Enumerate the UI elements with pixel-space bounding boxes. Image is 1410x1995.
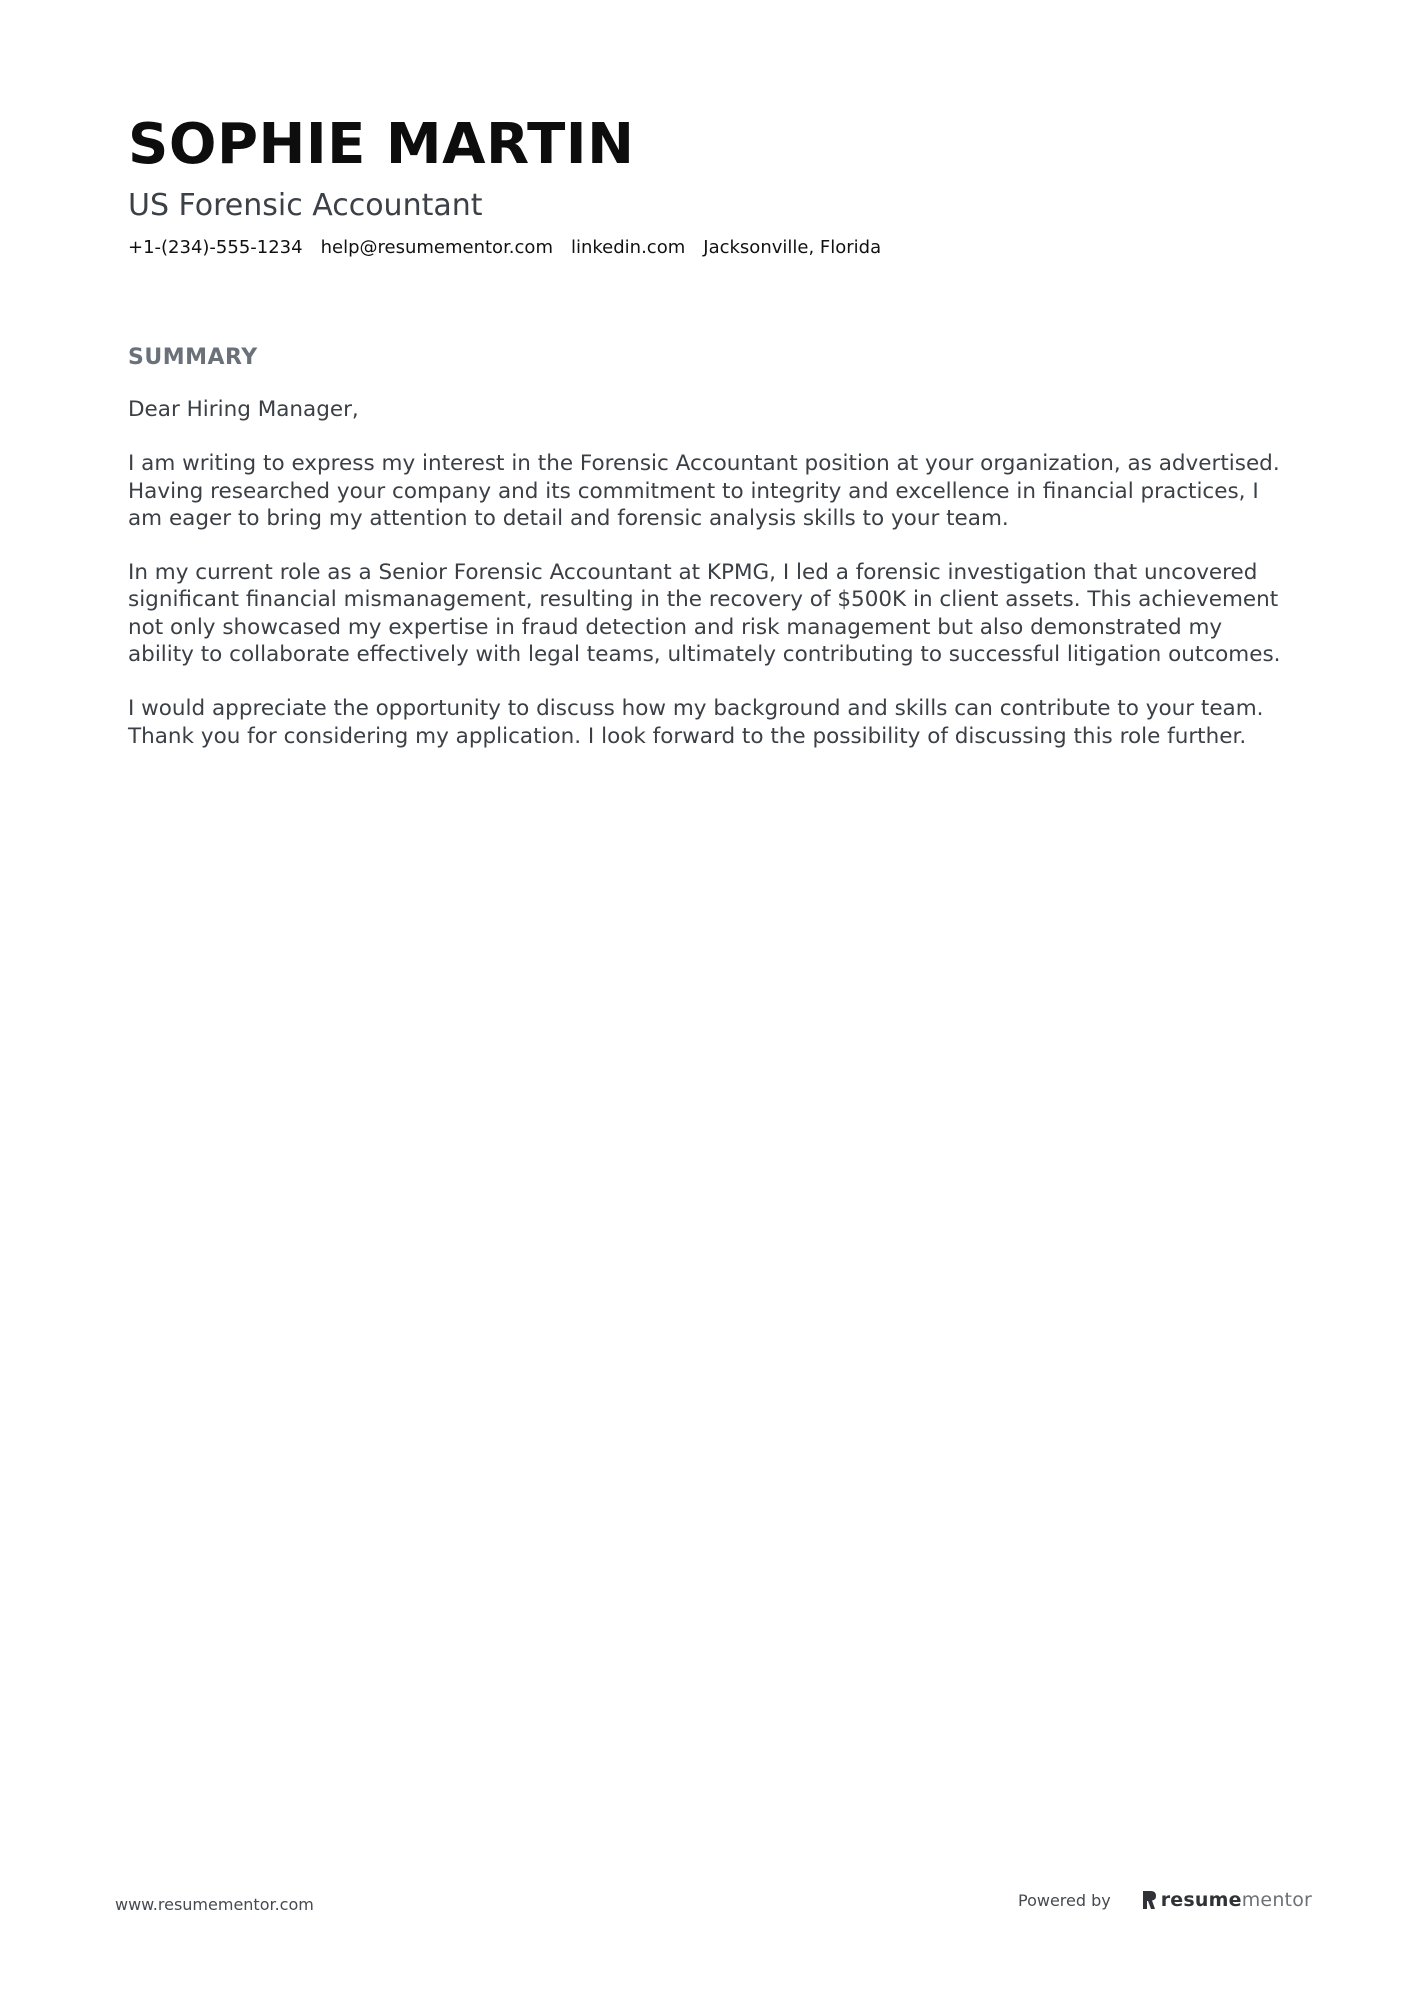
body-paragraph: In my current role as a Senior Forensic Accountant at KPMG, I led a forensic investigation that uncovered significant financial mismanagement, resulting in the recovery of $500K in client assets. This achievement not only showcased my expertise in fraud detection and risk management but also demonstrated my ability to collaborate effectively with legal teams, ultimately contributing to successful litigation outcomes. xyxy=(128,560,1281,668)
logo-text-mentor: mentor xyxy=(1241,1889,1313,1911)
footer-branding xyxy=(1018,1889,1312,1911)
resumementor-logo-icon xyxy=(1141,1890,1157,1910)
candidate-name: SOPHIE MARTIN xyxy=(128,112,635,177)
footer-website[interactable]: www.resumementor.com xyxy=(115,1895,314,1914)
body-paragraph: I am writing to express my interest in the Forensic Accountant position at your organization, as advertised. Having researched your company and its commitment to integrity and excellence in financial practices, I am eager to bring my attention to detail and forensic analysis skills to your team. xyxy=(128,451,1280,531)
summary-section xyxy=(128,344,1288,777)
powered-by-label: Powered by xyxy=(1018,1890,1111,1910)
contact-location: Jacksonville, Florida xyxy=(703,237,882,258)
job-title: US Forensic Accountant xyxy=(128,188,483,223)
resumementor-logo[interactable] xyxy=(1141,1889,1312,1911)
logo-text-resume: resume xyxy=(1160,1889,1242,1911)
contact-email[interactable]: help@resumementor.com xyxy=(320,237,553,258)
body-paragraph: I would appreciate the opportunity to discuss how my background and skills can contribute to your team. Thank you for considering my application. I look forward to the possibility of discussing this role further. xyxy=(128,696,1264,749)
salutation: Dear Hiring Manager, xyxy=(128,397,359,422)
header xyxy=(128,112,1288,260)
contact-phone: +1-(234)-555-1234 xyxy=(128,237,303,258)
section-heading: SUMMARY xyxy=(128,345,258,370)
contact-line xyxy=(128,236,1288,260)
contact-linkedin[interactable]: linkedin.com xyxy=(570,237,686,258)
